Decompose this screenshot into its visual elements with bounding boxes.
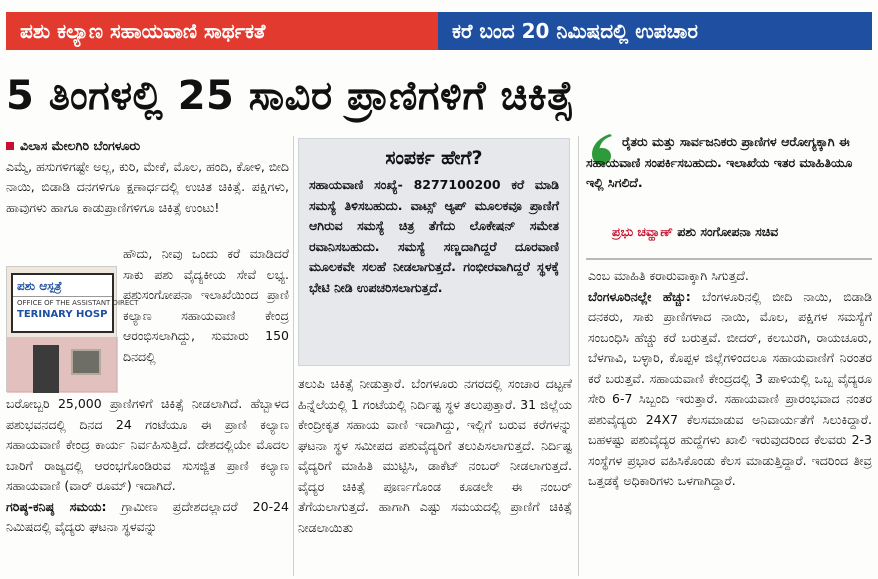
column-1-bottom — [6, 394, 289, 579]
col1-paragraph-1: ಎಮ್ಮೆ, ಹಸುಗಳಿಗಷ್ಟೇ ಅಲ್ಲ, ಕುರಿ, ಮೇಕೆ, ಮೊಲ, ಹಂದಿ, ಕೋಳಿ, ಬೀದಿ ನಾಯಿ, ಬಿಡಾಡಿ ದನಗಳಿಗೂ ಕ್ಷಣಾರ್ಧದಲ್ಲಿ ಉಚಿತ ಚಿಕಿತ್ಸೆ. ಪಕ್ಷಿಗಳು, ಹಾವುಗಳು ಹಾಗೂ ಕಾಡುಪ್ರಾಣಿಗಳಿಗೂ ಚಿಕಿತ್ಸೆ ಉಂಟು! — [6, 158, 289, 215]
col3-paragraph-1: ಎಂಬ ಮಾಹಿತಿ ಕರಾರುವಾಕ್ಕಾಗಿ ಸಿಗುತ್ತದೆ. — [588, 268, 749, 283]
hospital-photo — [6, 266, 139, 392]
sign-bottom: TERINARY HOSP — [17, 309, 108, 320]
contact-body: ಸಹಾಯವಾಣಿ ಸಂಖ್ಯೆ- 8277100200 ಕರೆ ಮಾಡಿ ಸಮಸ್ಯೆ ತಿಳಿಸಬಹುದು. ವಾಟ್ಸ್ ಆ್ಯಪ್ ಮೂಲಕವೂ ಪ್ರಾಣಿಗೆ ಆಗಿರುವ ಸಮಸ್ಯೆ ಚಿತ್ರ ತೆಗೆದು ಲೊಕೇಷನ್ ಸಮೇತ ರವಾನಿಸಬಹುದು. ಸಮಸ್ಯೆ ಸಣ್ಣದಾಗಿದ್ದರೆ ದೂರವಾಣಿ ಮೂಲಕವೇ ಸಲಹೆ ನೀಡಲಾಗುತ್ತದೆ. ಗಂಭೀರವಾಗಿದ್ದರೆ ಸ್ಥಳಕ್ಕೆ ಭೇಟಿ ನೀಡಿ ಉಪಚರಿಸಲಾಗುತ್ತದೆ. — [309, 177, 559, 295]
byline — [6, 136, 289, 157]
col3-subhead: ಬೆಂಗಳೂರಿನಲ್ಲೇ ಹೆಚ್ಚು: — [588, 288, 691, 304]
byline-bullet-icon — [6, 142, 14, 150]
column-divider-1 — [293, 136, 294, 576]
byline-text: ವಿಲಾಸ ಮೇಲಗಿರಿ ಬೆಂಗಳೂರು — [20, 138, 141, 153]
col1-paragraph-3 — [6, 497, 289, 538]
sign-subtitle: OFFICE OF THE ASSISTANT DIRECT — [17, 299, 139, 307]
col3-paragraph-2-text: ಬೆಂಗಳೂರಿನಲ್ಲಿ ಬೀದಿ ನಾಯಿ, ಬಿಡಾಡಿ ದನಕರು, ಸಾಕು ಪ್ರಾಣಿಗಳಾದ ನಾಯಿ, ಮೊಲ, ಪಕ್ಷಿಗಳ ಸಮಸ್ಯೆಗೆ ಸಂಬಂಧಿಸಿ ಹೆಚ್ಚು ಕರೆ ಬರುತ್ತವೆ. ಬೀದರ್, ಕಲಬುರಗಿ, ರಾಯಚೂರು, ಬೆಳಗಾವಿ, ಬಳ್ಳಾರಿ, ಕೊಪ್ಪಳ ಜಿಲ್ಲೆಗಳಿಂದಲೂ ಸಹಾಯವಾಣಿಗೆ ನಿರಂತರ ಕರೆ ಬರುತ್ತವೆ. ಸಹಾಯವಾಣಿ ಕೇಂದ್ರದಲ್ಲಿ 3 ಪಾಳಿಯಲ್ಲಿ ಒಬ್ಬ ವೈದ್ಯರೂ ಸೇರಿ 6-7 ಸಿಬ್ಬಂದಿ ಇರುತ್ತಾರೆ. ಸಹಾಯವಾಣಿ ಪ್ರಾರಂಭವಾದ ನಂತರ ಪಶುವೈದ್ಯರು 24X7 ಕೆಲಸಮಾಡುವ ಅನಿವಾರ್ಯತೆಗೆ ಸಿಲುಕಿದ್ದಾರೆ. ಬಹಳಷ್ಟು ಪಶುವೈದ್ಯರ ಹುದ್ದೆಗಳು ಖಾಲಿ ಇರುವುದರಿಂದ ಕೆಲವರು 2-3 ಸಂಸ್ಥೆಗಳ ಪ್ರಭಾರ ವಹಿಸಿಕೊಂಡು ಕೆಲಸ ಮಾಡುತ್ತಿದ್ದಾರೆ. ಇದರಿಂದ ತೀವ್ರ ಒತ್ತಡಕ್ಕೆ ಅಧಿಕಾರಿಗಳು ಒಳಗಾಗಿದ್ದಾರೆ. — [588, 288, 873, 488]
col2-paragraph: ತಲುಪಿ ಚಿಕಿತ್ಸೆ ನೀಡುತ್ತಾರೆ. ಬೆಂಗಳೂರು ನಗರದಲ್ಲಿ ಸಂಚಾರ ದಟ್ಟಣೆ ಹಿನ್ನೆಲೆಯಲ್ಲಿ 1 ಗಂಟೆಯಲ್ಲಿ ನಿರ್ದಿಷ್ಟ ಸ್ಥಳ ತಲುಪುತ್ತಾರೆ. 31 ಜಿಲ್ಲೆಯ ಕೇಂದ್ರೀಕೃತ ಸಹಾಯ ವಾಣಿ ಇದಾಗಿದ್ದು, ಇಲ್ಲಿಗೆ ಬರುವ ಕರೆಗಳನ್ನು ಘಟನಾ ಸ್ಥಳ ಸಮೀಪದ ಪಶುವೈದ್ಯರಿಗೆ ತಲುಪಿಸಲಾಗುತ್ತದೆ. ನಿರ್ದಿಷ್ಟ ವೈದ್ಯರಿಗೆ ಮಾಹಿತಿ ಮುಟ್ಟಿಸಿ, ಡಾಕೆಟ್ ನಂಬರ್ ನೀಡಲಾಗುತ್ತದೆ. ವೈದ್ಯರ ಚಿಕಿತ್ಸೆ ಪೂರ್ಣಗೊಂಡ ಕೂಡಲೇ ಈ ನಂಬರ್ ತೆಗೆಯಲಾಗುತ್ತದೆ. ಹಾಗಾಗಿ ಎಷ್ಟು ಸಮಯದಲ್ಲಿ ಪ್ರಾಣಿಗೆ ಚಿಕಿತ್ಸೆ ನೀಡಲಾಯಿತು — [298, 376, 572, 535]
quote-source — [612, 224, 778, 240]
quote-box — [586, 128, 870, 252]
kicker-left: ಪಶು ಕಲ್ಯಾಣ ಸಹಾಯವಾಣಿ ಸಾರ್ಥಕತೆ — [6, 12, 438, 50]
quote-divider — [586, 258, 872, 260]
photo-window — [71, 349, 101, 375]
hospital-sign — [11, 273, 139, 333]
quote-author: ಪ್ರಭು ಚವ್ಹಾಣ್ — [612, 224, 673, 239]
col1-paragraph-3-text: ಗ್ರಾಮೀಣ ಪ್ರದೇಶದಲ್ಲಾದರೆ 20-24 ನಿಮಿಷದಲ್ಲಿ ವೈದ್ಯರು ಘಟನಾ ಸ್ಥಳವನ್ನು — [6, 498, 289, 534]
sign-title: ಪಶು ಆಸ್ಪತ್ರೆ — [13, 275, 112, 297]
col1-subhead: ಗರಿಷ್ಠ-ಕನಿಷ್ಠ ಸಮಯ: — [6, 498, 107, 514]
quote-text: ರೈತರು ಮತ್ತು ಸಾರ್ವಜನಿಕರು ಪ್ರಾಣಿಗಳ ಆರೋಗ್ಯಕ್ಕಾಗಿ ಈ ಸಹಾಯವಾಣಿ ಸಂಪರ್ಕಿಸಬಹುದು. ಇಲಾಖೆಯ ಇತರ ಮಾಹಿತಿಯೂ ಇಲ್ಲಿ ಸಿಗಲಿದೆ. — [586, 134, 853, 190]
col3-paragraph-2 — [588, 287, 872, 492]
column-1-beside-photo — [123, 244, 289, 394]
column-2 — [298, 374, 572, 579]
column-3 — [588, 266, 872, 579]
contact-title: ಸಂಪರ್ಕ ಹೇಗೆ? — [385, 147, 483, 169]
col1-paragraph-2a: ಹೌದು, ನೀವು ಒಂದು ಕರೆ ಮಾಡಿದರೆ ಸಾಕು ಪಶು ವೈದ್ಯಕೀಯ ಸೇವೆ ಲಭ್ಯ. ಪಶುಸಂಗೋಪನಾ ಇಲಾಖೆಯಿಂದ ಪ್ರಾಣಿ ಕಲ್ಯಾಣ ಸಹಾಯವಾಣಿ ಕೇಂದ್ರ ಆರಂಭಿಸಲಾಗಿದ್ದು, ಸುಮಾರು 150 ದಿನದಲ್ಲಿ — [123, 246, 289, 364]
kicker-right: ಕರೆ ಬಂದ 20 ನಿಮಿಷದಲ್ಲಿ ಉಪಚಾರ — [438, 12, 872, 50]
headline: 5 ತಿಂಗಳಲ್ಲಿ 25 ಸಾವಿರ ಪ್ರಾಣಿಗಳಿಗೆ ಚಿಕಿತ್ಸೆ — [6, 73, 575, 119]
contact-box — [298, 138, 570, 366]
photo-wall — [7, 337, 118, 393]
photo-door — [33, 345, 59, 393]
column-divider-2 — [578, 136, 579, 576]
col1-paragraph-2b: ಬರೋಬ್ಬರಿ 25,000 ಪ್ರಾಣಿಗಳಿಗೆ ಚಿಕಿತ್ಸೆ ನೀಡಲಾಗಿದೆ. ಹೆಬ್ಬಾಳದ ಪಶುಭವನದಲ್ಲಿ ದಿನದ 24 ಗಂಟೆಯೂ ಈ ಪ್ರಾಣಿ ಕಲ್ಯಾಣ ಸಹಾಯವಾಣಿ ಕೇಂದ್ರ ಕಾರ್ಯ ನಿರ್ವಹಿಸುತ್ತಿದೆ. ದೇಶದಲ್ಲಿಯೇ ಮೊದಲ ಬಾರಿಗೆ ರಾಜ್ಯದಲ್ಲಿ ಆರಂಭಗೊಂಡಿರುವ ಸುಸಜ್ಜಿತ ಪ್ರಾಣಿ ಕಲ್ಯಾಣ ಸಹಾಯವಾಣಿ (ವಾರ್ ರೂಮ್) ಇದಾಗಿದೆ. — [6, 396, 289, 493]
quote-role: ಪಶು ಸಂಗೋಪನಾ ಸಚಿವ — [672, 224, 779, 239]
